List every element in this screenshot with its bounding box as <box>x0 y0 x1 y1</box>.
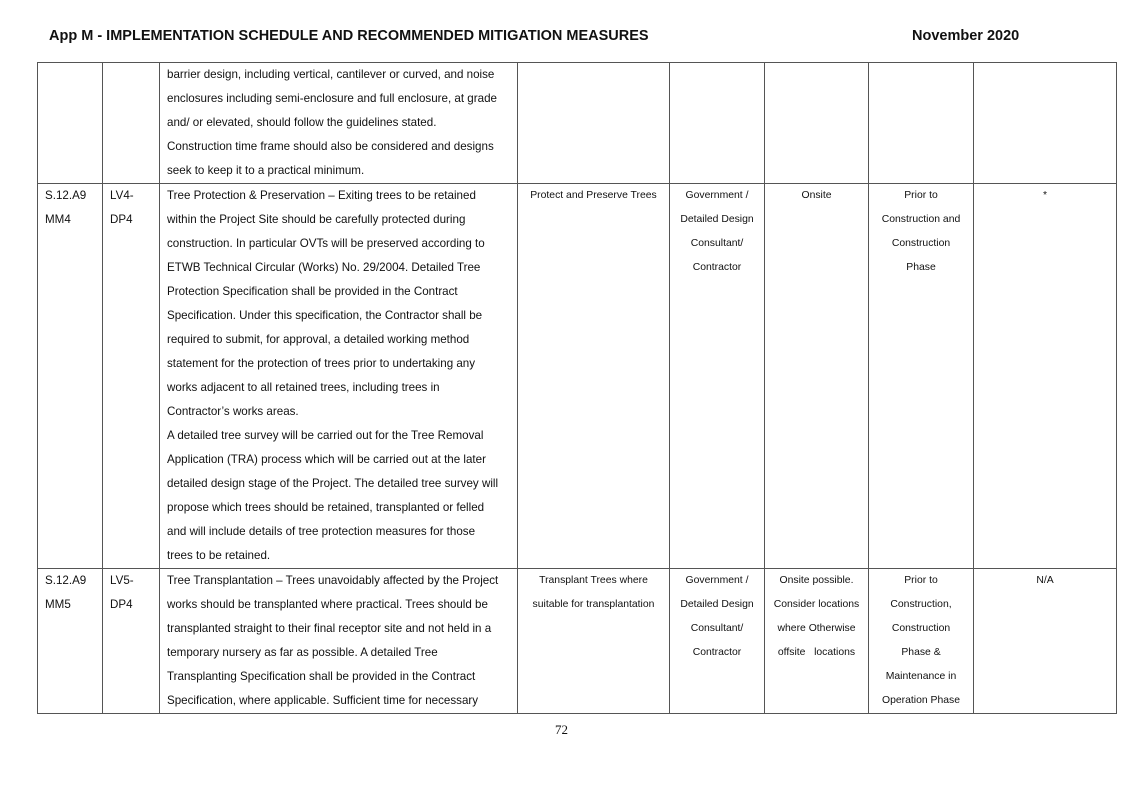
cell-text-line: works should be transplanted where practical. Trees should be <box>167 598 488 611</box>
cell-text-line: statement for the protection of trees prior to undertaking any <box>167 357 476 370</box>
cell-text-line: Tree Protection & Preservation – Exiting trees to be retained <box>167 189 476 202</box>
cell-text-line: Construction <box>891 623 951 634</box>
cell-text-line: S.12.A9 <box>45 574 87 587</box>
location-cell <box>765 569 869 714</box>
cell-text-line: Phase & <box>901 647 941 658</box>
cell-text-line: MM4 <box>45 213 71 226</box>
eia-reference-cell <box>38 569 103 714</box>
cell-text-line: Prior to <box>904 575 938 586</box>
cell-text-line: Construction time frame should also be considered and designs <box>167 140 494 153</box>
cell-text-line: suitable for transplantation <box>532 599 655 610</box>
cell-text-line: Contractor <box>692 647 742 658</box>
location-cell <box>765 63 869 184</box>
measure-code-cell <box>103 184 160 569</box>
implementation-stage-cell <box>869 63 974 184</box>
cell-text-line: enclosures including semi-enclosure and full enclosure, at grade <box>167 92 497 105</box>
relevant-legislation-cell <box>974 63 1117 184</box>
cell-text-line: Tree Transplantation – Trees unavoidably affected by the Project <box>167 574 499 587</box>
cell-text-line: Phase <box>906 262 936 273</box>
cell-text-line: temporary nursery as far as possible. A detailed Tree <box>167 646 438 659</box>
table-row <box>38 184 1117 569</box>
cell-text-line: Construction, <box>890 599 952 610</box>
cell-text-line: Maintenance in <box>885 671 957 682</box>
cell-text-line: within the Project Site should be carefully protected during <box>167 213 466 226</box>
cell-text-line: Construction and <box>881 214 961 225</box>
measure-code-cell <box>103 63 160 184</box>
cell-text-line: Construction <box>891 238 951 249</box>
cell-text-line: A detailed tree survey will be carried out for the Tree Removal <box>167 429 484 442</box>
cell-text-line: Detailed Design <box>680 599 754 610</box>
mitigation-description-cell <box>160 184 518 569</box>
cell-text-line: Contractor’s works areas. <box>167 405 299 418</box>
eia-reference-cell <box>38 63 103 184</box>
cell-text-line: detailed design stage of the Project. The detailed tree survey will <box>167 477 499 490</box>
cell-text-line: Contractor <box>692 262 742 273</box>
relevant-legislation-cell <box>974 569 1117 714</box>
objective-cell <box>518 63 670 184</box>
cell-text-line: Consultant/ <box>690 238 744 249</box>
cell-text-line: trees to be retained. <box>167 549 271 562</box>
implementation-agent-cell <box>670 184 765 569</box>
cell-text-line: Onsite <box>801 190 832 201</box>
measure-code-cell <box>103 569 160 714</box>
cell-text-line: and/ or elevated, should follow the guidelines stated. <box>167 116 437 129</box>
cell-text-line: Specification. Under this specification, the Contractor shall be <box>167 309 483 322</box>
table-row <box>38 63 1117 184</box>
cell-text-line: Specification, where applicable. Sufficient time for necessary <box>167 694 479 707</box>
cell-text-line: MM5 <box>45 598 71 611</box>
cell-text-line: Operation Phase <box>882 695 960 706</box>
cell-text-line: Application (TRA) process which will be carried out at the later <box>167 453 486 466</box>
mitigation-description-cell <box>160 63 518 184</box>
cell-text-line: seek to keep it to a practical minimum. <box>167 164 365 177</box>
cell-text-line: Onsite possible. <box>779 575 854 586</box>
cell-text-line: propose which trees should be retained, transplanted or felled <box>167 501 485 514</box>
cell-text-line: DP4 <box>110 598 133 611</box>
implementation-schedule-table <box>37 62 1117 714</box>
objective-cell <box>518 184 670 569</box>
table-row <box>38 569 1117 714</box>
implementation-agent-cell <box>670 63 765 184</box>
implementation-stage-cell <box>869 569 974 714</box>
cell-text-line: required to submit, for approval, a detailed working method <box>167 333 470 346</box>
cell-text-line: Transplanting Specification shall be provided in the Contract <box>167 670 476 683</box>
objective-cell <box>518 569 670 714</box>
cell-text-line: transplanted straight to their final receptor site and not held in a <box>167 622 492 635</box>
cell-text-line: Transplant Trees where <box>539 575 648 586</box>
cell-text-line: Government / <box>685 190 749 201</box>
cell-text-line: works adjacent to all retained trees, including trees in <box>167 381 440 394</box>
page-number: 72 <box>555 722 568 737</box>
cell-text-line: where Otherwise <box>777 623 856 634</box>
cell-text-line: * <box>1042 190 1048 201</box>
cell-text-line: Consultant/ <box>690 623 744 634</box>
eia-reference-cell <box>38 184 103 569</box>
cell-text-line: barrier design, including vertical, cantilever or curved, and noise <box>167 68 495 81</box>
cell-text-line: Protect and Preserve Trees <box>530 190 657 201</box>
cell-text-line: construction. In particular OVTs will be preserved according to <box>167 237 485 250</box>
document-header-title: App M - IMPLEMENTATION SCHEDULE AND RECOMMENDED MITIGATION MEASURES <box>49 28 649 44</box>
cell-text-line: LV4- <box>110 189 134 202</box>
cell-text-line: offsite locations <box>777 647 856 658</box>
implementation-stage-cell <box>869 184 974 569</box>
cell-text-line: ETWB Technical Circular (Works) No. 29/2004. Detailed Tree <box>167 261 481 274</box>
document-header-date: November 2020 <box>912 28 1020 44</box>
cell-text-line: and will include details of tree protection measures for those <box>167 525 476 538</box>
cell-text-line: S.12.A9 <box>45 189 87 202</box>
cell-text-line: Protection Specification shall be provided in the Contract <box>167 285 458 298</box>
cell-text-line: Prior to <box>904 190 938 201</box>
mitigation-description-cell <box>160 569 518 714</box>
relevant-legislation-cell <box>974 184 1117 569</box>
cell-text-line: Consider locations <box>773 599 860 610</box>
cell-text-line: DP4 <box>110 213 133 226</box>
implementation-agent-cell <box>670 569 765 714</box>
cell-text-line: LV5- <box>110 574 134 587</box>
location-cell <box>765 184 869 569</box>
cell-text-line: Government / <box>685 575 749 586</box>
cell-text-line: Detailed Design <box>680 214 754 225</box>
cell-text-line: N/A <box>1036 575 1054 586</box>
